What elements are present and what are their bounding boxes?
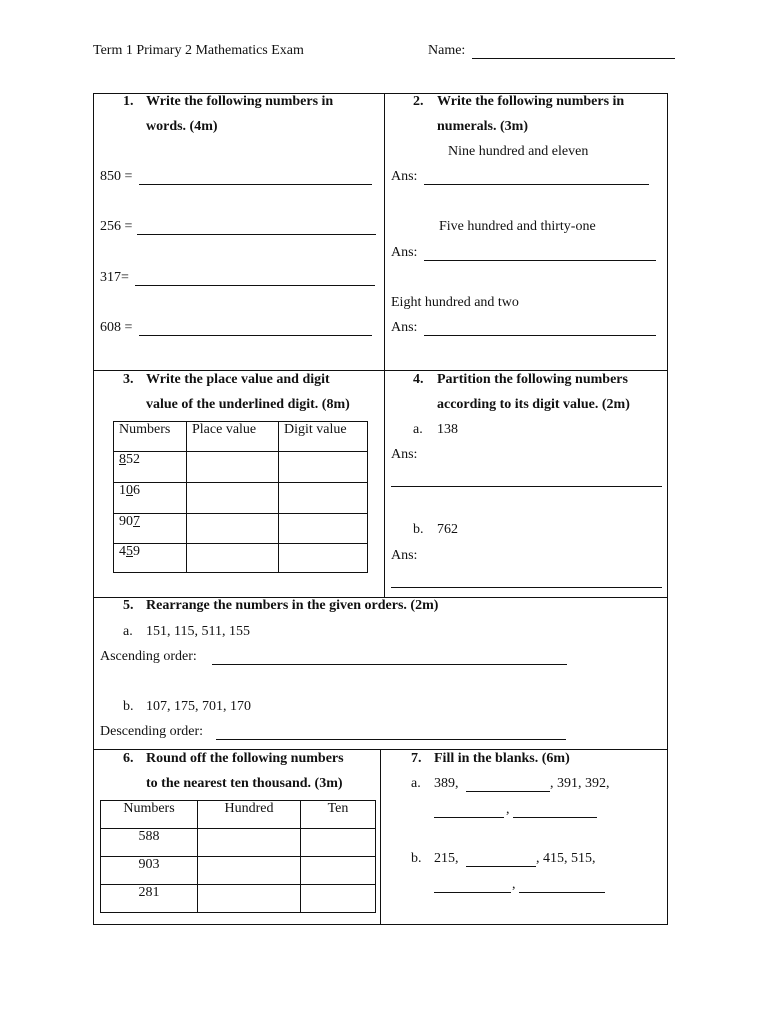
table-row <box>101 857 376 885</box>
ans-label: Ans: <box>391 245 418 260</box>
answer-blank[interactable] <box>391 587 662 588</box>
sequence-text: , 391, 392, <box>550 776 610 791</box>
item-values: 151, 115, 511, 155 <box>146 624 250 639</box>
question-text: Write the following numbers in <box>146 94 334 109</box>
question-text: Write the following numbers in <box>437 94 625 109</box>
name-label: Name: <box>428 43 466 58</box>
question-text: Write the place value and digit <box>146 372 330 387</box>
ans-label: Ans: <box>391 169 418 184</box>
ten-cell[interactable] <box>301 885 376 913</box>
answer-blank[interactable] <box>434 817 504 818</box>
table-row <box>101 829 376 857</box>
hundred-cell[interactable] <box>198 829 301 857</box>
answer-blank[interactable] <box>466 791 550 792</box>
answer-blank[interactable] <box>513 817 597 818</box>
question-text: to the nearest ten thousand. (3m) <box>146 776 343 791</box>
answer-blank[interactable] <box>135 285 375 286</box>
ans-label: Ans: <box>391 447 418 462</box>
question-number: 2. <box>413 94 424 109</box>
place-value-cell[interactable] <box>187 514 279 544</box>
answer-blank[interactable] <box>466 866 536 867</box>
divider <box>93 749 668 750</box>
answer-blank[interactable] <box>424 184 649 185</box>
order-label: Ascending order: <box>100 649 197 664</box>
underlined-digit: 5 <box>126 544 133 559</box>
table-row <box>114 544 368 573</box>
sequence-text: , 415, 515, <box>536 851 596 866</box>
item-label: 608 = <box>100 320 133 335</box>
place-value-cell[interactable] <box>187 544 279 573</box>
question-text: numerals. (3m) <box>437 119 528 134</box>
question-number: 4. <box>413 372 424 387</box>
table-row <box>114 452 368 483</box>
item-letter: b. <box>411 851 422 866</box>
item-values: 107, 175, 701, 170 <box>146 699 251 714</box>
answer-blank[interactable] <box>137 234 376 235</box>
question-number: 6. <box>123 751 134 766</box>
column-header: Digit value <box>279 422 368 452</box>
column-header: Place value <box>187 422 279 452</box>
column-header: Numbers <box>114 422 187 452</box>
underlined-digit: 7 <box>133 514 140 529</box>
answer-blank[interactable] <box>139 184 372 185</box>
answer-blank[interactable] <box>424 335 656 336</box>
answer-blank[interactable] <box>434 892 511 893</box>
answer-blank[interactable] <box>216 739 566 740</box>
column-header: Hundred <box>198 801 301 829</box>
item-label: 850 = <box>100 169 133 184</box>
number-cell: 281 <box>101 885 198 913</box>
number-cell: 588 <box>101 829 198 857</box>
number-cell: 852 <box>114 452 187 483</box>
answer-blank[interactable] <box>212 664 567 665</box>
table-row <box>101 885 376 913</box>
table-row <box>114 514 368 544</box>
ans-label: Ans: <box>391 320 418 335</box>
item-letter: a. <box>413 422 423 437</box>
name-blank[interactable] <box>472 58 675 59</box>
answer-blank[interactable] <box>139 335 372 336</box>
item-letter: b. <box>413 522 424 537</box>
item-label: 317= <box>100 270 129 285</box>
ten-cell[interactable] <box>301 857 376 885</box>
sequence-text: , <box>512 877 516 892</box>
divider <box>384 93 385 598</box>
question-number: 3. <box>123 372 134 387</box>
divider <box>93 370 668 371</box>
divider <box>380 749 381 925</box>
digit-value-cell[interactable] <box>279 544 368 573</box>
question-text: Partition the following numbers <box>437 372 628 387</box>
underlined-digit: 0 <box>126 483 133 498</box>
order-label: Descending order: <box>100 724 204 739</box>
digit-value-cell[interactable] <box>279 483 368 514</box>
column-header: Ten <box>301 801 376 829</box>
sequence-text: , <box>506 802 510 817</box>
number-cell: 903 <box>101 857 198 885</box>
column-header: Numbers <box>101 801 198 829</box>
hundred-cell[interactable] <box>198 885 301 913</box>
exam-title: Term 1 Primary 2 Mathematics Exam <box>93 43 304 58</box>
digit-value-cell[interactable] <box>279 452 368 483</box>
number-cell: 459 <box>114 544 187 573</box>
question-number: 5. <box>123 598 134 613</box>
item-letter: b. <box>123 699 134 714</box>
digit-value-cell[interactable] <box>279 514 368 544</box>
ten-cell[interactable] <box>301 829 376 857</box>
answer-blank[interactable] <box>424 260 656 261</box>
underlined-digit: 8 <box>119 452 126 467</box>
number-cell: 106 <box>114 483 187 514</box>
place-value-cell[interactable] <box>187 452 279 483</box>
place-value-cell[interactable] <box>187 483 279 514</box>
answer-blank[interactable] <box>519 892 605 893</box>
question-text: Fill in the blanks. (6m) <box>434 751 570 766</box>
item-letter: a. <box>411 776 421 791</box>
question-text: words. (4m) <box>146 119 218 134</box>
number-words: Eight hundred and two <box>391 295 519 310</box>
question-text: Rearrange the numbers in the given orders. (2m) <box>146 598 439 613</box>
ans-label: Ans: <box>391 548 418 563</box>
answer-blank[interactable] <box>391 486 662 487</box>
sequence-text: 389, <box>434 776 459 791</box>
number-cell: 907 <box>114 514 187 544</box>
number-words: Five hundred and thirty-one <box>439 219 596 234</box>
question-text: value of the underlined digit. (8m) <box>146 397 350 412</box>
item-value: 138 <box>437 422 458 437</box>
item-letter: a. <box>123 624 133 639</box>
item-label: 256 = <box>100 219 133 234</box>
question-text: according to its digit value. (2m) <box>437 397 630 412</box>
sequence-text: 215, <box>434 851 459 866</box>
question-number: 1. <box>123 94 134 109</box>
table-row <box>114 483 368 514</box>
question-number: 7. <box>411 751 422 766</box>
place-value-table <box>113 421 368 573</box>
question-text: Round off the following numbers <box>146 751 344 766</box>
item-value: 762 <box>437 522 458 537</box>
hundred-cell[interactable] <box>198 857 301 885</box>
rounding-table <box>100 800 376 913</box>
number-words: Nine hundred and eleven <box>448 144 589 159</box>
